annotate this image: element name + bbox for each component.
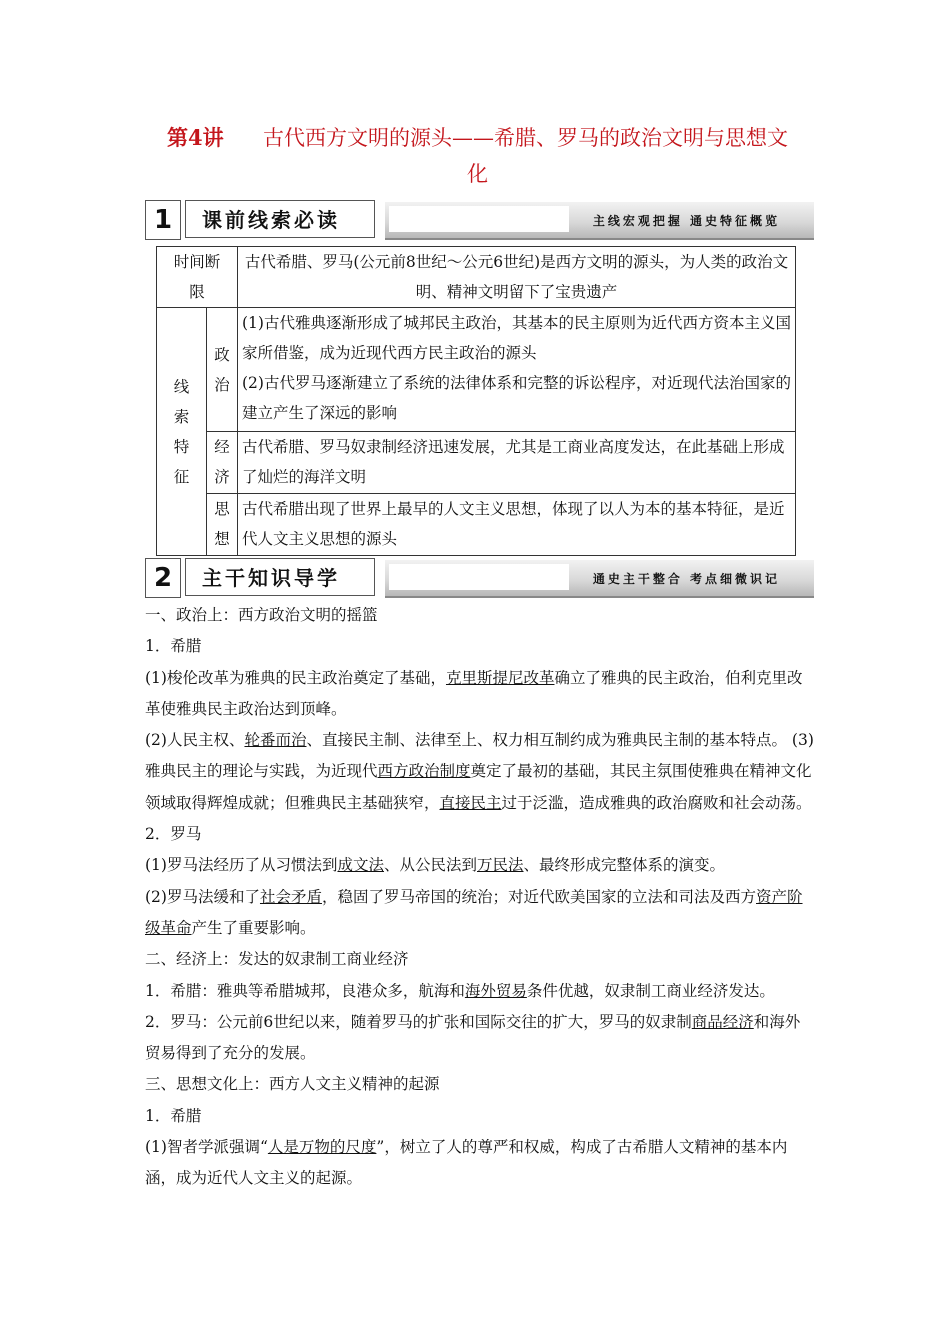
subheading-greece: 1．希腊	[145, 637, 202, 656]
subheading-rome: 2．罗马	[145, 825, 202, 844]
subheading-greece: 1．希腊	[145, 1106, 202, 1125]
key-term: 克里斯提尼改革	[445, 668, 555, 687]
economy-text-cell: 古代希腊、罗马奴隶制经济迅速发展，尤其是工商业高度发达，在此基础上形成了灿烂的海洋文明	[238, 432, 796, 494]
lesson-title-text: 古代西方文明的源头——希腊、罗马的政治文明与思想文	[263, 126, 788, 150]
economy-label-cell: 经 济	[207, 432, 238, 494]
section-name: 主干知识导学	[185, 558, 375, 596]
main-text	[145, 600, 815, 1195]
paragraph: 2．罗马：公元前6世纪以来，随着罗马的扩张和国际交往的扩大，罗马的奴隶制商品经济和海外贸易得到了充分的发展。	[145, 1012, 801, 1063]
paragraph: (1)梭伦改革为雅典的民主政治奠定了基础，克里斯提尼改革确立了雅典的民主政治，伯利克里改革使雅典民主政治达到顶峰。	[145, 668, 803, 718]
key-term: 轮番而治	[244, 731, 307, 750]
politics-label-cell: 政 治	[207, 308, 238, 432]
time-label-cell: 时间断 限	[157, 247, 238, 308]
section-name: 课前线索必读	[185, 200, 375, 238]
paragraph: 1．希腊：雅典等希腊城邦，良港众多，航海和海外贸易条件优越，奴隶制工商业经济发达。	[145, 981, 775, 1000]
section-number: 1	[145, 200, 181, 240]
heading-thought: 三、思想文化上：西方人文主义精神的起源	[145, 1075, 440, 1094]
clue-label-cell: 线 索 特 征	[157, 308, 207, 556]
paragraph: (1)罗马法经历了从习惯法到成文法、从公民法到万民法、最终形成完整体系的演变。	[145, 856, 726, 875]
thought-text-cell: 古代希腊出现了世界上最早的人文主义思想，体现了以人为本的基本特征，是近代人文主义思想的源头	[238, 494, 796, 556]
key-term: 海外贸易	[464, 981, 527, 1000]
paragraph: (1)智者学派强调“人是万物的尺度”，树立了人的尊严和权威，构成了古希腊人文精神的基本内涵，成为近代人文主义的起源。	[145, 1138, 788, 1188]
section-number: 2	[145, 558, 181, 598]
heading-economy: 二、经济上：发达的奴隶制工商业经济	[145, 950, 409, 969]
key-term: 社会矛盾	[259, 887, 322, 906]
key-term: 商品经济	[691, 1012, 754, 1031]
key-term: 资产阶级革命	[145, 887, 803, 937]
section-subtitle: 主线宏观把握 通史特征概览	[592, 214, 780, 228]
section-banner-2	[145, 558, 814, 598]
thought-label-cell: 思 想	[207, 494, 238, 556]
politics-text-cell: (1)古代雅典逐渐形成了城邦民主政治，其基本的民主原则为近代西方资本主义国家所借鉴，成为近现代西方民主政治的源头 (2)古代罗马逐渐建立了系统的法律体系和完整的诉讼程序，对近现代法治国家的建立产生了深远的影响	[238, 308, 796, 432]
key-term: 人是万物的尺度	[267, 1138, 377, 1157]
lesson-title	[145, 120, 810, 192]
key-term: 西方政治制度	[377, 762, 471, 781]
lesson-title-text-cont: 化	[467, 162, 488, 186]
section-banner-1	[145, 200, 814, 240]
paragraph: (2)罗马法缓和了社会矛盾，稳固了罗马帝国的统治；对近代欧美国家的立法和司法及西方资产阶级革命产生了重要影响。	[145, 887, 803, 937]
section-subtitle: 通史主干整合 考点细微识记	[592, 572, 780, 586]
paragraph: (2)人民主权、轮番而治、直接民主制、法律至上、权力相互制约成为雅典民主制的基本特点。 (3)雅典民主的理论与实践，为近现代西方政治制度奠定了最初的基础，其民主氛围使雅典在精神文化领域取得辉煌成就；但雅典民主基础狭窄，直接民主过于泛滥，造成雅典的政治腐败和社会动荡。	[145, 731, 814, 812]
heading-politics: 一、政治上：西方政治文明的摇篮	[145, 606, 378, 624]
lesson-number: 第4讲	[167, 125, 224, 150]
key-term: 成文法	[337, 856, 384, 875]
clue-table	[156, 246, 796, 556]
key-term: 直接民主	[439, 793, 502, 812]
time-text-cell: 古代希腊、罗马(公元前8世纪～公元6世纪)是西方文明的源头，为人类的政治文明、精神文明留下了宝贵遗产	[238, 247, 796, 308]
key-term: 万民法	[477, 856, 524, 875]
